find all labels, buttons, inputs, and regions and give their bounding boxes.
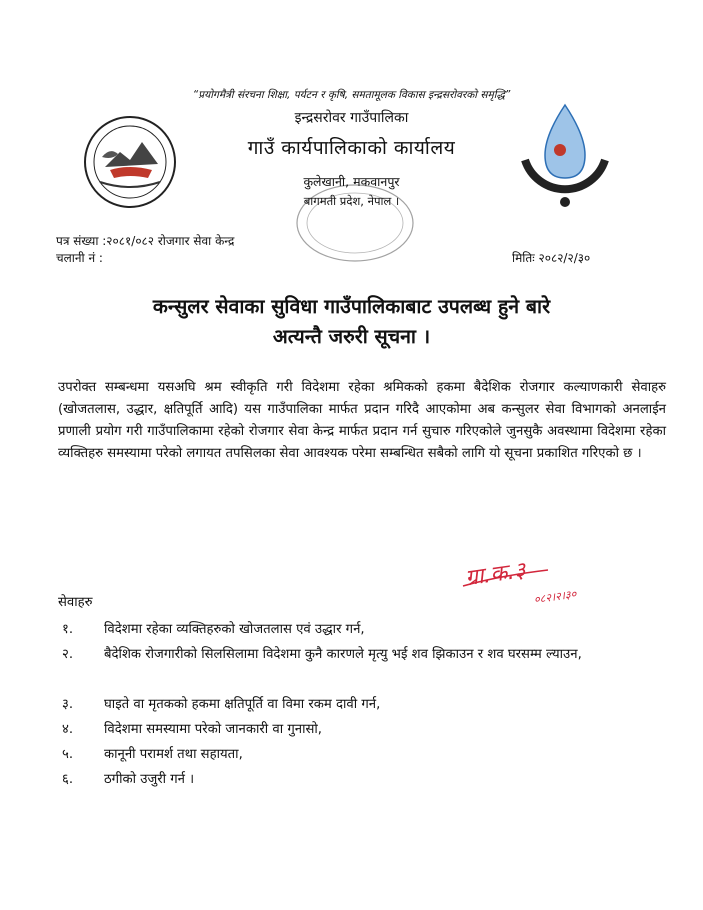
services-heading: सेवाहरु — [58, 595, 93, 610]
service-item: विदेशमा रहेका व्यक्तिहरुको खोजतलास एवं उद्धार गर्न, — [104, 622, 365, 637]
service-number: २. — [62, 647, 74, 662]
letter-date: मितिः २०८२/२/३० — [512, 251, 591, 265]
service-number: १. — [62, 622, 74, 637]
municipality-slogan: “प्रयोगमैत्री संरचना शिक्षा, पर्यटन र कृषि, समतामूलक विकास इन्द्रसरोवरको समृद्धि” — [192, 89, 511, 101]
service-number: ३. — [62, 697, 74, 712]
service-number: ६. — [62, 772, 74, 787]
service-number: ४. — [62, 722, 74, 737]
service-number: ५. — [62, 747, 74, 762]
notice-body: उपरोक्त सम्बन्धमा यसअघि श्रम स्वीकृति गरी विदेशमा रहेका श्रमिकको हकमा बैदेशिक रोजगार कल्याणकारी सेवाहरु (खोजतलास, उद्धार, क्षतिपूर्ति आदि) यस गाउँपालिका मार्फत प्रदान गरिदै आएकोमा अब कन्सुलर सेवा विभागको अनलाईन प्रणाली प्रयोग गरी गाउँपालिकामा रहेको रोजगार सेवा केन्द्र मार्फत प्रदान गर्न सुचारु गरिएकोले जुनसुकै अवस्थामा विदेशमा रहेका व्यक्तिहरु समस्यामा परेको लगायत तपसिलका सेवा आवश्यक परेमा सम्बन्धित सबैको लागि यो सूचना प्रकाशित गरिएको छ । — [58, 380, 666, 461]
office-name: गाउँ कार्यपालिकाको कार्यालय — [247, 137, 456, 159]
service-item: कानूनी परामर्श तथा सहायता, — [104, 747, 243, 762]
reference-number: पत्र संख्या :२०८१/०८२ रोजगार सेवा केन्द्र — [56, 234, 235, 248]
official-signature — [458, 548, 628, 612]
office-province: बागमती प्रदेश, नेपाल । — [303, 194, 400, 208]
municipality-name: इन्द्रसरोवर गाउँपालिका — [294, 110, 409, 126]
dispatch-number: चलानी नं : — [56, 251, 103, 265]
notice-title-line-2: अत्यन्तै जरुरी सूचना । — [272, 325, 431, 348]
office-stamp — [290, 178, 420, 272]
service-item: बैदेशिक रोजगारीको सिलसिलामा विदेशमा कुनै कारणले मृत्यु भई शव झिकाउन र शव घरसम्म ल्याउन, — [104, 647, 582, 662]
notice-title-line-1: कन्सुलर सेवाका सुविधा गाउँपालिकाबाट उपलब्ध हुने बारे — [152, 295, 551, 318]
service-item: विदेशमा समस्यामा परेको जानकारी वा गुनासो, — [104, 722, 323, 737]
signature-number: ०८२।२।३० — [533, 587, 578, 607]
signature-text: ग्रा.क.३ — [463, 558, 528, 592]
service-item: घाइते वा मृतकको हकमा क्षतिपूर्ति वा विमा रकम दावी गर्न, — [104, 697, 381, 712]
service-item: ठगीको उजुरी गर्न । — [104, 772, 195, 787]
office-location: कुलेखानी, मकवानपुर — [303, 174, 400, 189]
